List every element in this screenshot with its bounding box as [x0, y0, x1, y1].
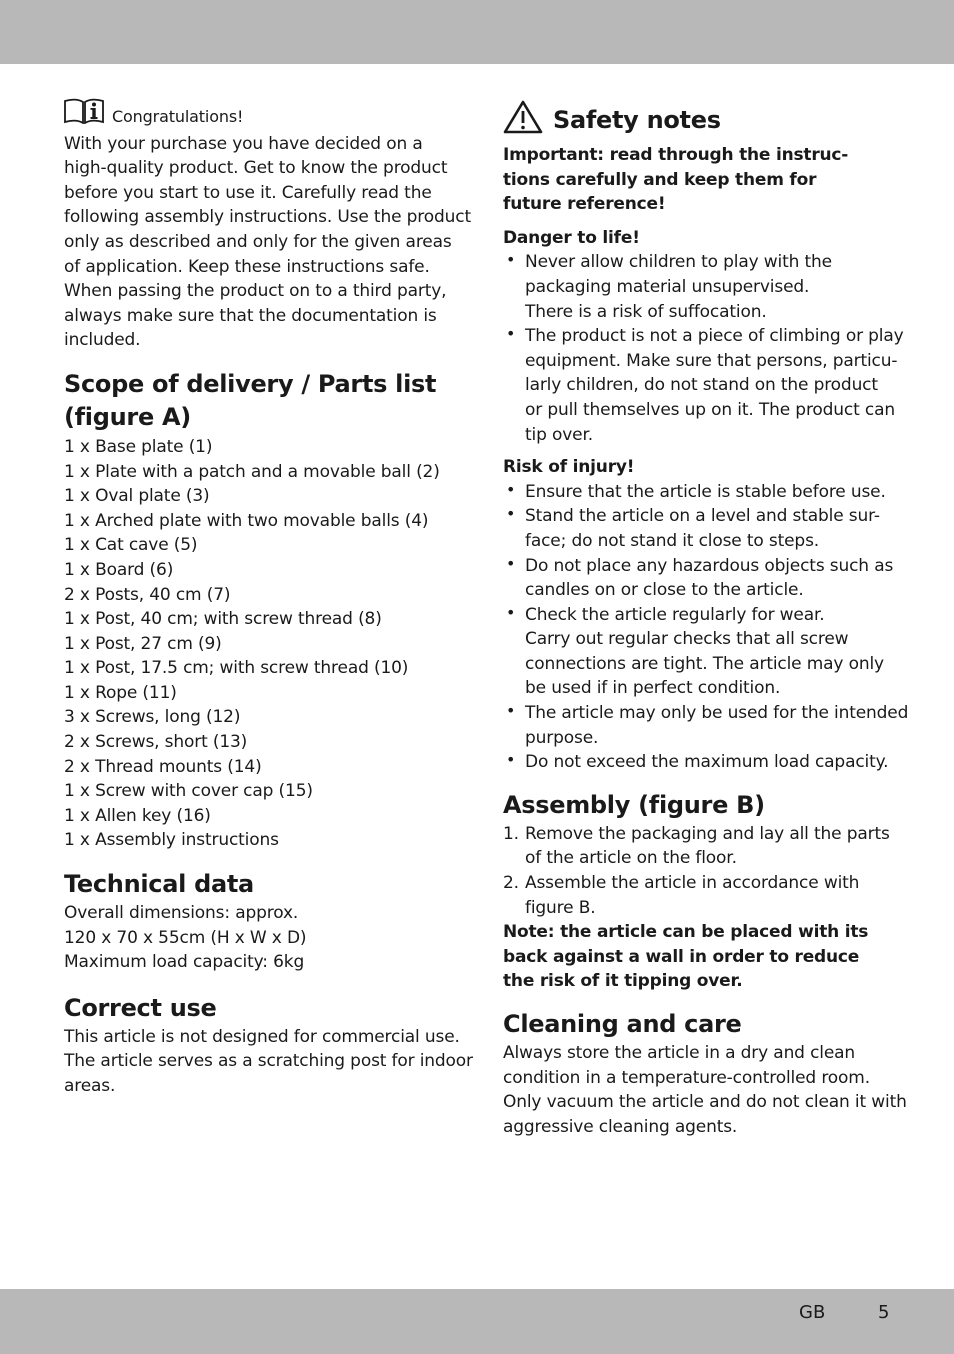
parts-list-item: 2 x Posts, 40 cm (7) — [64, 584, 231, 605]
scope-heading-line: (figure A) — [64, 402, 191, 431]
assembly-step-line: Assemble the article in accordance with — [525, 873, 860, 894]
cleaning-line: Only vacuum the article and do not clean it with — [503, 1092, 907, 1113]
danger-heading: Danger to life! — [503, 227, 640, 248]
safety-heading-text: Safety notes — [553, 106, 721, 134]
danger-item — [503, 250, 888, 324]
info-book-icon — [64, 98, 104, 132]
injury-item-line: • Do not place any hazardous objects such as — [525, 555, 894, 576]
danger-item-line: packaging material unsupervised. — [525, 276, 810, 297]
technical-line: Overall dimensions: approx. — [64, 903, 299, 924]
parts-list-item: 3 x Screws, long (12) — [64, 707, 241, 728]
parts-list-item: 1 x Rope (11) — [64, 682, 177, 703]
intro-line: of application. Keep these instructions safe. — [64, 256, 430, 277]
technical-heading: Technical data — [64, 870, 254, 899]
parts-list-item: 1 x Post, 40 cm; with screw thread (8) — [64, 609, 382, 630]
assembly-step-line: of the article on the floor. — [525, 848, 737, 869]
parts-list-item: 2 x Screws, short (13) — [64, 732, 248, 753]
intro-line: When passing the product on to a third party, — [64, 281, 447, 302]
assembly-step-line: Remove the packaging and lay all the parts — [525, 823, 890, 844]
injury-list — [503, 480, 909, 775]
assembly-note-line: back against a wall in order to reduce — [503, 946, 860, 967]
step-number: 2. — [503, 873, 519, 894]
safety-heading — [503, 100, 888, 143]
parts-list-item: 1 x Base plate (1) — [64, 436, 213, 457]
injury-item-line: face; do not stand it close to steps. — [525, 530, 820, 551]
injury-item — [503, 480, 888, 505]
scope-section — [64, 368, 450, 853]
intro-line: only as described and only for the given areas — [64, 231, 452, 252]
danger-item-line: tip over. — [525, 424, 593, 445]
parts-list-item: 2 x Thread mounts (14) — [64, 756, 262, 777]
injury-item-line: be used if in perfect condition. — [525, 678, 781, 699]
intro-line: With your purchase you have decided on a — [64, 133, 423, 154]
injury-item-line: Carry out regular checks that all screw — [525, 629, 849, 650]
technical-line: Maximum load capacity: 6kg — [64, 952, 305, 973]
parts-list-item: 1 x Oval plate (3) — [64, 486, 210, 507]
header-band — [0, 0, 954, 64]
injury-item-line: candles on or close to the article. — [525, 580, 804, 601]
danger-item-line: • The product is not a piece of climbing or play — [525, 326, 904, 347]
injury-item — [503, 750, 888, 775]
technical-section — [64, 868, 450, 975]
assembly-step-line: figure B. — [525, 897, 596, 918]
correct-use-line: This article is not designed for commercial use. — [64, 1026, 460, 1047]
parts-list-item: 1 x Assembly instructions — [64, 830, 279, 851]
injury-item — [503, 701, 909, 750]
correct-use-line: The article serves as a scratching post for indoor — [64, 1051, 473, 1072]
important-note-line: future reference! — [503, 194, 666, 215]
parts-list-item: 1 x Allen key (16) — [64, 805, 211, 826]
assembly-step — [503, 822, 888, 871]
parts-list-item: 1 x Screw with cover cap (15) — [64, 781, 313, 802]
assembly-note-line: Note: the article can be placed with its — [503, 922, 869, 943]
parts-list-item: 1 x Arched plate with two movable balls (4) — [64, 510, 429, 531]
cleaning-heading: Cleaning and care — [503, 1010, 742, 1038]
injury-item — [503, 554, 894, 603]
parts-list-item: 1 x Post, 17.5 cm; with screw thread (10) — [64, 658, 409, 679]
correct-use-line: areas. — [64, 1076, 116, 1096]
correct-use-section — [64, 992, 473, 1099]
intro-line: before you start to use it. Carefully read the — [64, 182, 432, 203]
assembly-steps — [503, 822, 888, 920]
warning-triangle-icon — [503, 100, 543, 143]
intro-line: always make sure that the documentation is — [64, 305, 437, 326]
danger-item-line: or pull themselves up on it. The product can — [525, 399, 895, 420]
intro-section — [64, 98, 471, 353]
step-number: 1. — [503, 823, 519, 844]
injury-item — [503, 603, 888, 701]
right-column — [503, 98, 909, 1139]
important-note-line: Important: read through the instruc- — [503, 145, 849, 165]
danger-item — [503, 324, 904, 447]
correct-use-heading: Correct use — [64, 993, 217, 1022]
footer-page-number: 5 — [878, 1302, 890, 1323]
cleaning-section — [503, 1008, 907, 1139]
parts-list-item: 1 x Post, 27 cm (9) — [64, 633, 222, 654]
injury-item — [503, 504, 888, 553]
parts-list-item: 1 x Plate with a patch and a movable ball (2) — [64, 461, 440, 482]
danger-item-line: larly children, do not stand on the product — [525, 375, 878, 396]
danger-list — [503, 250, 904, 447]
footer-language: GB — [799, 1302, 826, 1323]
injury-item-line: • Ensure that the article is stable before use. — [525, 481, 886, 502]
danger-item-line: There is a risk of suffocation. — [525, 301, 767, 322]
parts-list-item: 1 x Board (6) — [64, 559, 174, 580]
assembly-note-line: the risk of it tipping over. — [503, 971, 743, 992]
cleaning-line: aggressive cleaning agents. — [503, 1116, 738, 1137]
assembly-step — [503, 871, 888, 920]
injury-item-line: connections are tight. The article may only — [525, 653, 884, 674]
assembly-section — [503, 789, 888, 994]
assembly-heading: Assembly (figure B) — [503, 790, 765, 819]
important-note-line: tions carefully and keep them for — [503, 169, 817, 190]
injury-heading: Risk of injury! — [503, 457, 635, 478]
safety-section — [503, 100, 909, 775]
danger-item-line: equipment. Make sure that persons, particu- — [525, 350, 898, 371]
intro-line: included. — [64, 330, 141, 351]
cleaning-line: condition in a temperature-controlled room. — [503, 1067, 870, 1088]
left-column — [64, 98, 473, 1099]
intro-line: following assembly instructions. Use the product — [64, 207, 471, 228]
cleaning-line: Always store the article in a dry and clean — [503, 1043, 856, 1063]
technical-line: 120 x 70 x 55cm (H x W x D) — [64, 927, 307, 948]
injury-item-line: • Check the article regularly for wear. — [525, 604, 825, 625]
injury-item-line: • Do not exceed the maximum load capacity. — [525, 752, 889, 773]
injury-item-line: • Stand the article on a level and stable sur- — [525, 506, 880, 527]
danger-item-line: • Never allow children to play with the — [525, 252, 832, 273]
intro-line: high-quality product. Get to know the product — [64, 158, 448, 179]
injury-item-line: • The article may only be used for the intended — [525, 703, 909, 724]
scope-heading-line: Scope of delivery / Parts list — [64, 369, 437, 398]
congratulations-text: Congratulations! — [112, 107, 244, 126]
parts-list-item: 1 x Cat cave (5) — [64, 535, 198, 556]
injury-item-line: purpose. — [525, 727, 599, 748]
congratulations-line — [64, 98, 450, 132]
